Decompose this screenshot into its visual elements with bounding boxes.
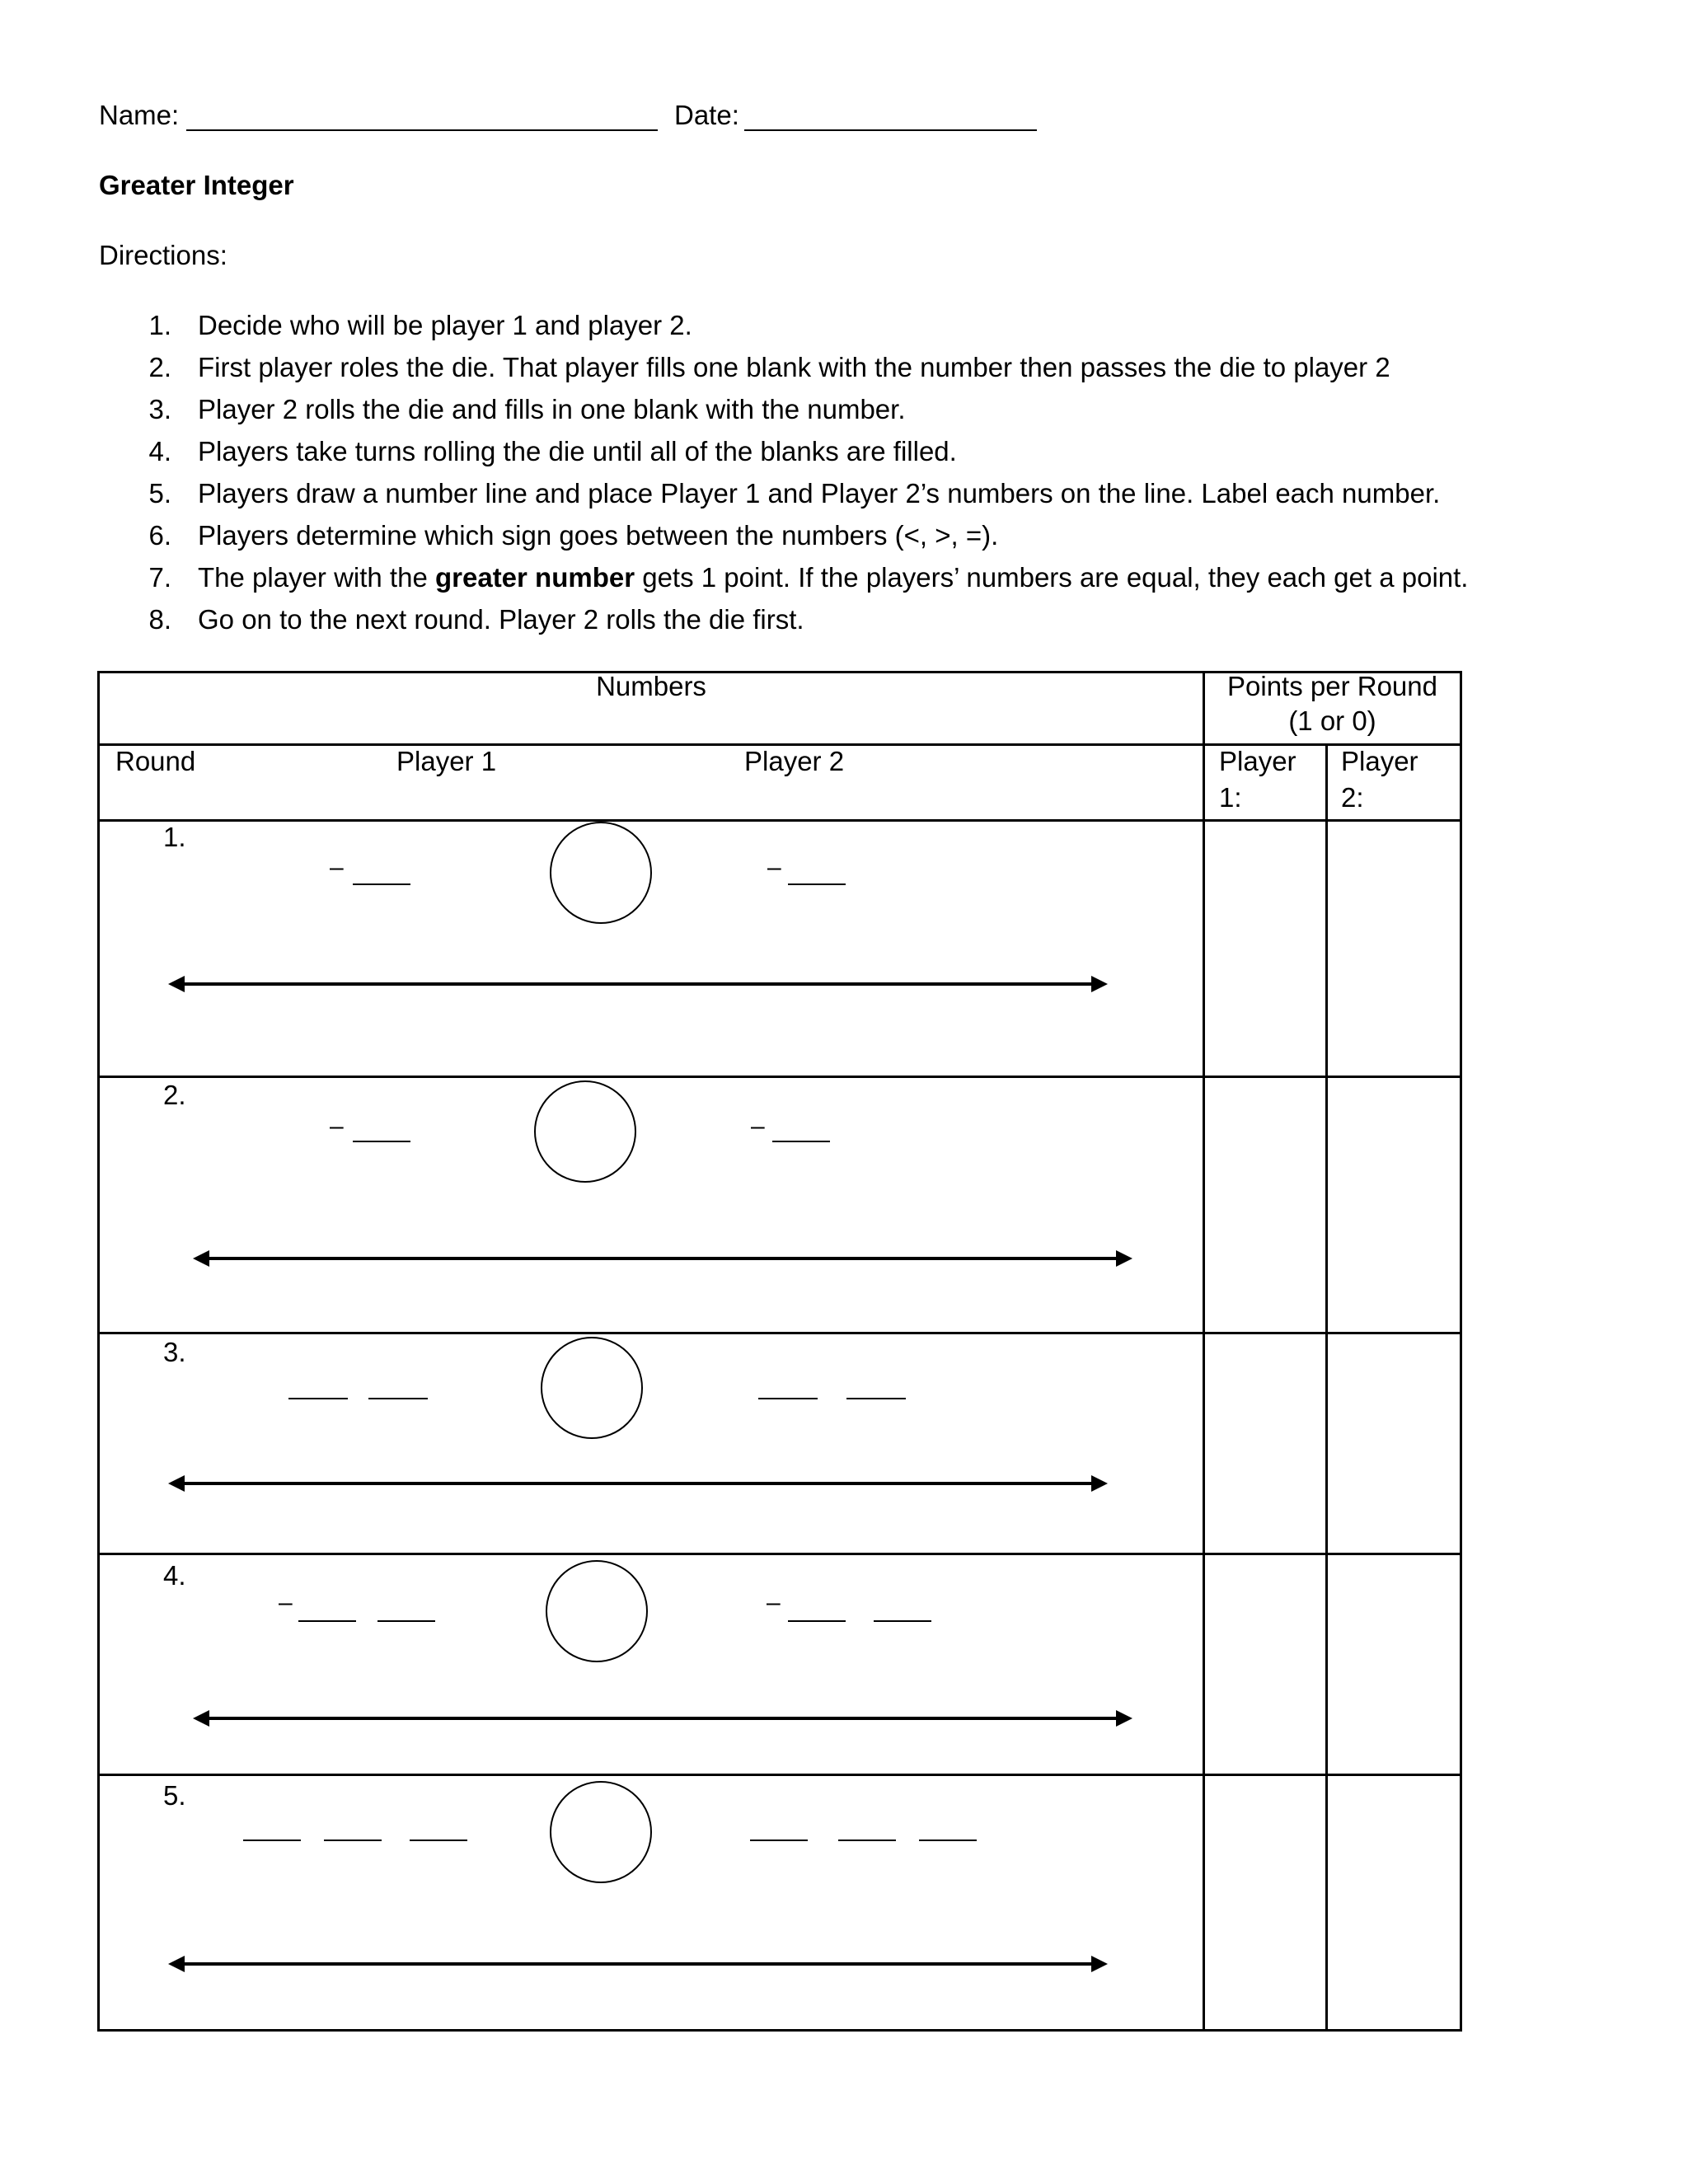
points-player2-line2: 2:	[1341, 782, 1364, 813]
points-header-line2: (1 or 0)	[1288, 705, 1376, 736]
round-number: 5.	[163, 1780, 186, 1811]
direction-text: Players determine which sign goes between the numbers (<, >, =).	[198, 520, 999, 551]
negative-sign: –	[751, 1113, 765, 1140]
direction-number: 3.	[148, 394, 171, 424]
player2-digit-blank[interactable]	[838, 1840, 896, 1841]
points-cell-player1[interactable]	[1205, 1078, 1325, 1332]
player1-digit-blank[interactable]	[298, 1620, 356, 1622]
direction-text: First player roles the die. That player fills one blank with the number then passes the die to player 2	[198, 352, 1390, 382]
player2-digit-blank[interactable]	[846, 1398, 906, 1399]
player2-digit-blank[interactable]	[788, 1620, 846, 1622]
points-cell-player1[interactable]	[1205, 1334, 1325, 1553]
comparison-sign-circle[interactable]	[546, 1560, 648, 1662]
player1-digit-blank[interactable]	[410, 1840, 467, 1841]
points-cell-player2[interactable]	[1328, 1555, 1460, 1774]
round-number: 2.	[163, 1080, 186, 1110]
player2-digit-blank[interactable]	[874, 1620, 931, 1622]
comparison-sign-circle[interactable]	[534, 1080, 636, 1183]
points-cell-player1[interactable]	[1205, 1776, 1325, 2029]
negative-sign: –	[330, 854, 344, 881]
player2-digit-blank[interactable]	[788, 883, 846, 885]
player2-digit-blank[interactable]	[750, 1840, 808, 1841]
player1-digit-blank[interactable]	[353, 1141, 410, 1142]
number-line-right-arrow	[1091, 1956, 1108, 1972]
worksheet-title: Greater Integer	[99, 170, 294, 200]
points-cell-player2[interactable]	[1328, 1334, 1460, 1553]
direction-text	[198, 561, 1468, 594]
player1-digit-blank[interactable]	[324, 1840, 382, 1841]
player2-digit-blank[interactable]	[919, 1840, 977, 1841]
direction-text: Players draw a number line and place Player 1 and Player 2’s numbers on the line. Label each number.	[198, 478, 1441, 509]
points-player1-line2: 1:	[1219, 782, 1242, 813]
direction-number: 1.	[148, 310, 171, 340]
name-label: Name:	[99, 100, 180, 130]
round-number: 1.	[163, 822, 186, 852]
comparison-sign-circle[interactable]	[550, 1781, 652, 1883]
table-border-bottom	[97, 2029, 1462, 2032]
direction-number: 2.	[148, 352, 171, 382]
player1-digit-blank[interactable]	[377, 1620, 435, 1622]
points-cell-player1[interactable]	[1205, 822, 1325, 1076]
player1-digit-blank[interactable]	[368, 1398, 428, 1399]
number-line[interactable]	[206, 1717, 1128, 1720]
number-line[interactable]	[181, 1482, 1103, 1485]
direction-text-part: The player with the	[198, 562, 435, 593]
player1-digit-blank[interactable]	[353, 883, 410, 885]
number-line-right-arrow	[1116, 1710, 1132, 1727]
round-number: 4.	[163, 1560, 186, 1591]
player2-header: Player 2	[744, 746, 845, 776]
direction-text: Go on to the next round. Player 2 rolls the die first.	[198, 604, 804, 635]
direction-text-part: gets 1 point. If the players’ numbers are equal, they each get a point.	[635, 562, 1469, 593]
player1-digit-blank[interactable]	[243, 1840, 301, 1841]
round-header: Round	[115, 746, 196, 776]
numbers-header: Numbers	[596, 671, 706, 701]
points-player2-line1: Player	[1341, 746, 1418, 776]
points-player1-header	[1219, 743, 1296, 816]
number-line-right-arrow	[1116, 1250, 1132, 1267]
table-border-left	[97, 671, 100, 2032]
round-number: 3.	[163, 1337, 186, 1367]
direction-number: 8.	[148, 604, 171, 635]
direction-number: 5.	[148, 478, 171, 509]
number-line[interactable]	[181, 1962, 1103, 1966]
number-line-right-arrow	[1091, 976, 1108, 992]
directions-label: Directions:	[99, 240, 227, 270]
comparison-sign-circle[interactable]	[550, 822, 652, 924]
number-line-right-arrow	[1091, 1475, 1108, 1492]
direction-text: Player 2 rolls the die and fills in one blank with the number.	[198, 394, 906, 424]
points-cell-player1[interactable]	[1205, 1555, 1325, 1774]
points-player2-header	[1341, 743, 1418, 816]
points-player1-line1: Player	[1219, 746, 1296, 776]
direction-number: 6.	[148, 520, 171, 551]
emphasis-greater-number: greater number	[434, 562, 635, 593]
name-field[interactable]	[186, 129, 658, 131]
negative-sign: –	[330, 1113, 344, 1140]
table-border-right	[1460, 671, 1462, 2032]
negative-sign: –	[767, 854, 781, 881]
points-cell-player2[interactable]	[1328, 1776, 1460, 2029]
player1-header: Player 1	[396, 746, 497, 776]
player2-digit-blank[interactable]	[772, 1141, 830, 1142]
points-header-line1: Points per Round	[1227, 671, 1437, 701]
player1-digit-blank[interactable]	[288, 1398, 348, 1399]
negative-sign: –	[767, 1589, 781, 1616]
number-line[interactable]	[181, 982, 1103, 986]
direction-number: 7.	[148, 562, 171, 593]
number-line[interactable]	[206, 1257, 1128, 1260]
direction-text: Decide who will be player 1 and player 2.	[198, 310, 692, 340]
negative-sign: –	[279, 1589, 293, 1616]
player2-digit-blank[interactable]	[758, 1398, 818, 1399]
direction-text: Players take turns rolling the die until all of the blanks are filled.	[198, 436, 957, 466]
direction-number: 4.	[148, 436, 171, 466]
date-label: Date:	[674, 100, 739, 130]
comparison-sign-circle[interactable]	[541, 1337, 643, 1439]
date-field[interactable]	[744, 129, 1037, 131]
points-cell-player2[interactable]	[1328, 1078, 1460, 1332]
points-cell-player2[interactable]	[1328, 822, 1460, 1076]
points-header	[1205, 669, 1460, 738]
